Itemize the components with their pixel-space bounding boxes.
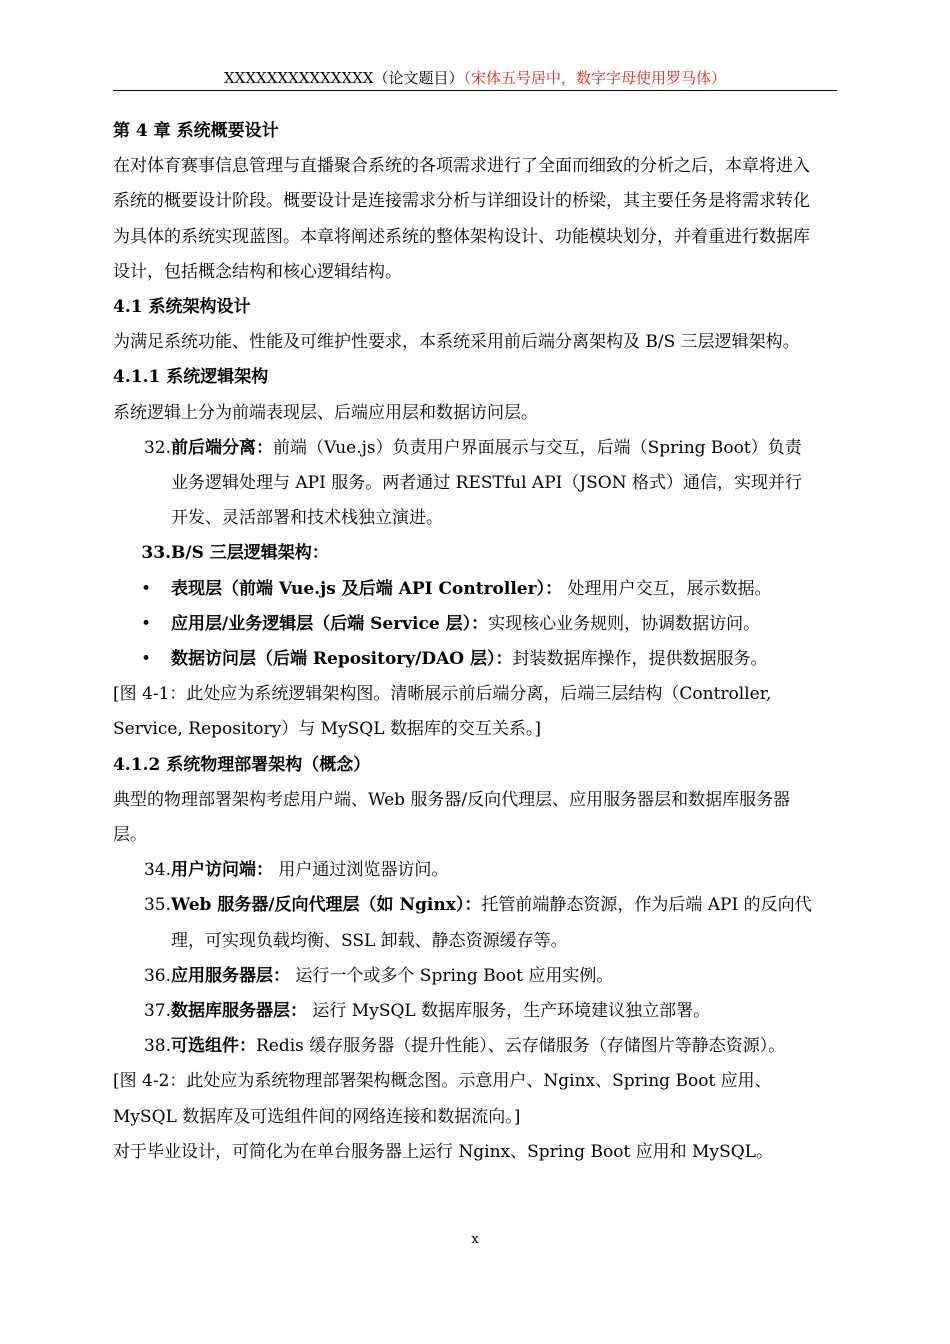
list-item (113, 853, 813, 888)
list-label: 应用服务器层： (171, 965, 290, 986)
list-text (171, 1029, 813, 1064)
list-item (113, 431, 813, 537)
list-label: 可选组件： (171, 1036, 256, 1057)
list-body: 托管前端静态资源，作为后端 API 的反向代理，可实现负载均衡、SSL 卸载、静态资源缓存等。 (171, 895, 812, 951)
list-number: 38. (143, 1036, 171, 1057)
list-text (171, 888, 813, 958)
list-label: B/S 三层逻辑架构： (171, 543, 329, 564)
list-text (171, 536, 813, 571)
figure-note-4-1: [图 4-1：此处应为系统逻辑架构图。清晰展示前后端分离，后端三层结构（Controller, Service, Repository）与 MySQL 数据库的交互关系。] (113, 684, 772, 740)
bullet-body: 封装数据库操作，提供数据服务。 (512, 649, 768, 670)
page-number: x (471, 1232, 479, 1247)
list-item (113, 959, 813, 994)
bullet-label: 表现层（前端 Vue.js 及后端 API Controller）： (171, 578, 563, 599)
list-item (113, 1029, 813, 1064)
list-body: 运行一个或多个 Spring Boot 应用实例。 (290, 965, 614, 986)
bullet-label: 数据访问层（后端 Repository/DAO 层）： (171, 649, 513, 670)
header-title: XXXXXXXXXXXXXX（论文题目） (223, 69, 464, 87)
list-text (171, 853, 813, 888)
list-label: 用户访问端： (171, 860, 273, 881)
list-number: 35. (143, 895, 171, 916)
intro-paragraph: 在对体育赛事信息管理与直播聚合系统的各项需求进行了全面而细致的分析之后，本章将进入系统的概要设计阶段。概要设计是连接需求分析与详细设计的桥梁，其主要任务是将需求转化为具体的系统实现蓝图。本章将阐述系统的整体架构设计、功能模块划分，并着重进行数据库设计，包括概念结构和核心逻辑结构。 (113, 156, 810, 282)
section-4-1-2-title: 4.1.2 系统物理部署架构（概念） (113, 754, 371, 775)
list-number: 32. (143, 437, 171, 458)
bullet-label: 应用层/业务逻辑层（后端 Service 层）： (171, 613, 489, 634)
bullet-item (113, 642, 813, 677)
list-body: Redis 缓存服务器（提升性能）、云存储服务（存储图片等静态资源）。 (256, 1036, 786, 1057)
bullet-text (171, 642, 813, 677)
page-content (113, 114, 813, 1170)
bullet-body: 实现核心业务规则，协调数据访问。 (488, 613, 761, 634)
bullet-item (113, 607, 813, 642)
list-label: 数据库服务器层： (171, 1001, 307, 1022)
list-label: 前后端分离： (171, 437, 273, 458)
bullet-icon: • (141, 613, 152, 634)
header-note: （宋体五号居中，数字字母使用罗马体） (463, 69, 727, 87)
list-label: Web 服务器/反向代理层（如 Nginx）： (171, 895, 482, 916)
section-4-1-title: 4.1 系统架构设计 (113, 297, 251, 318)
bullet-icon: • (141, 649, 152, 670)
section-4-1-paragraph: 为满足系统功能、性能及可维护性要求，本系统采用前后端分离架构及 B/S 三层逻辑架构。 (113, 332, 800, 353)
list-text (171, 431, 813, 537)
chapter-title: 第 4 章 系统概要设计 (113, 121, 279, 141)
closing-paragraph: 对于毕业设计，可简化为在单台服务器上运行 Nginx、Spring Boot 应用和 MySQL。 (113, 1141, 773, 1162)
list-number: 36. (143, 965, 171, 986)
list-number: 37. (143, 1001, 171, 1022)
section-4-1-1-title: 4.1.1 系统逻辑架构 (113, 367, 269, 388)
list-number: 34. (143, 860, 171, 881)
list-item (113, 994, 813, 1029)
figure-note-4-2: [图 4-2：此处应为系统物理部署架构概念图。示意用户、Nginx、Spring Boot 应用、MySQL 数据库及可选组件间的网络连接和数据流向。] (113, 1071, 772, 1127)
list-text (171, 959, 813, 994)
list-body: 用户通过浏览器访问。 (273, 860, 449, 881)
section-4-1-1-paragraph: 系统逻辑上分为前端表现层、后端应用层和数据访问层。 (113, 402, 538, 423)
list-item (113, 888, 813, 958)
list-item (113, 536, 813, 571)
bullet-body: 处理用户交互，展示数据。 (567, 578, 772, 599)
bullet-text (171, 572, 813, 607)
list-body: 前端（Vue.js）负责用户界面展示与交互，后端（Spring Boot）负责业务逻辑处理与 API 服务。两者通过 RESTful API（JSON 格式）通信，实现并行开发、灵活部署和技术栈独立演进。 (171, 437, 803, 529)
bullet-icon: • (141, 578, 152, 599)
section-4-1-2-paragraph: 典型的物理部署架构考虑用户端、Web 服务器/反向代理层、应用服务器层和数据库服务器层。 (113, 789, 791, 846)
list-number: 33. (141, 543, 171, 564)
bullet-text (171, 607, 813, 642)
bullet-item (113, 572, 813, 607)
list-text (171, 994, 813, 1029)
list-body: 运行 MySQL 数据库服务，生产环境建议独立部署。 (307, 1001, 711, 1022)
page-header (113, 66, 837, 91)
